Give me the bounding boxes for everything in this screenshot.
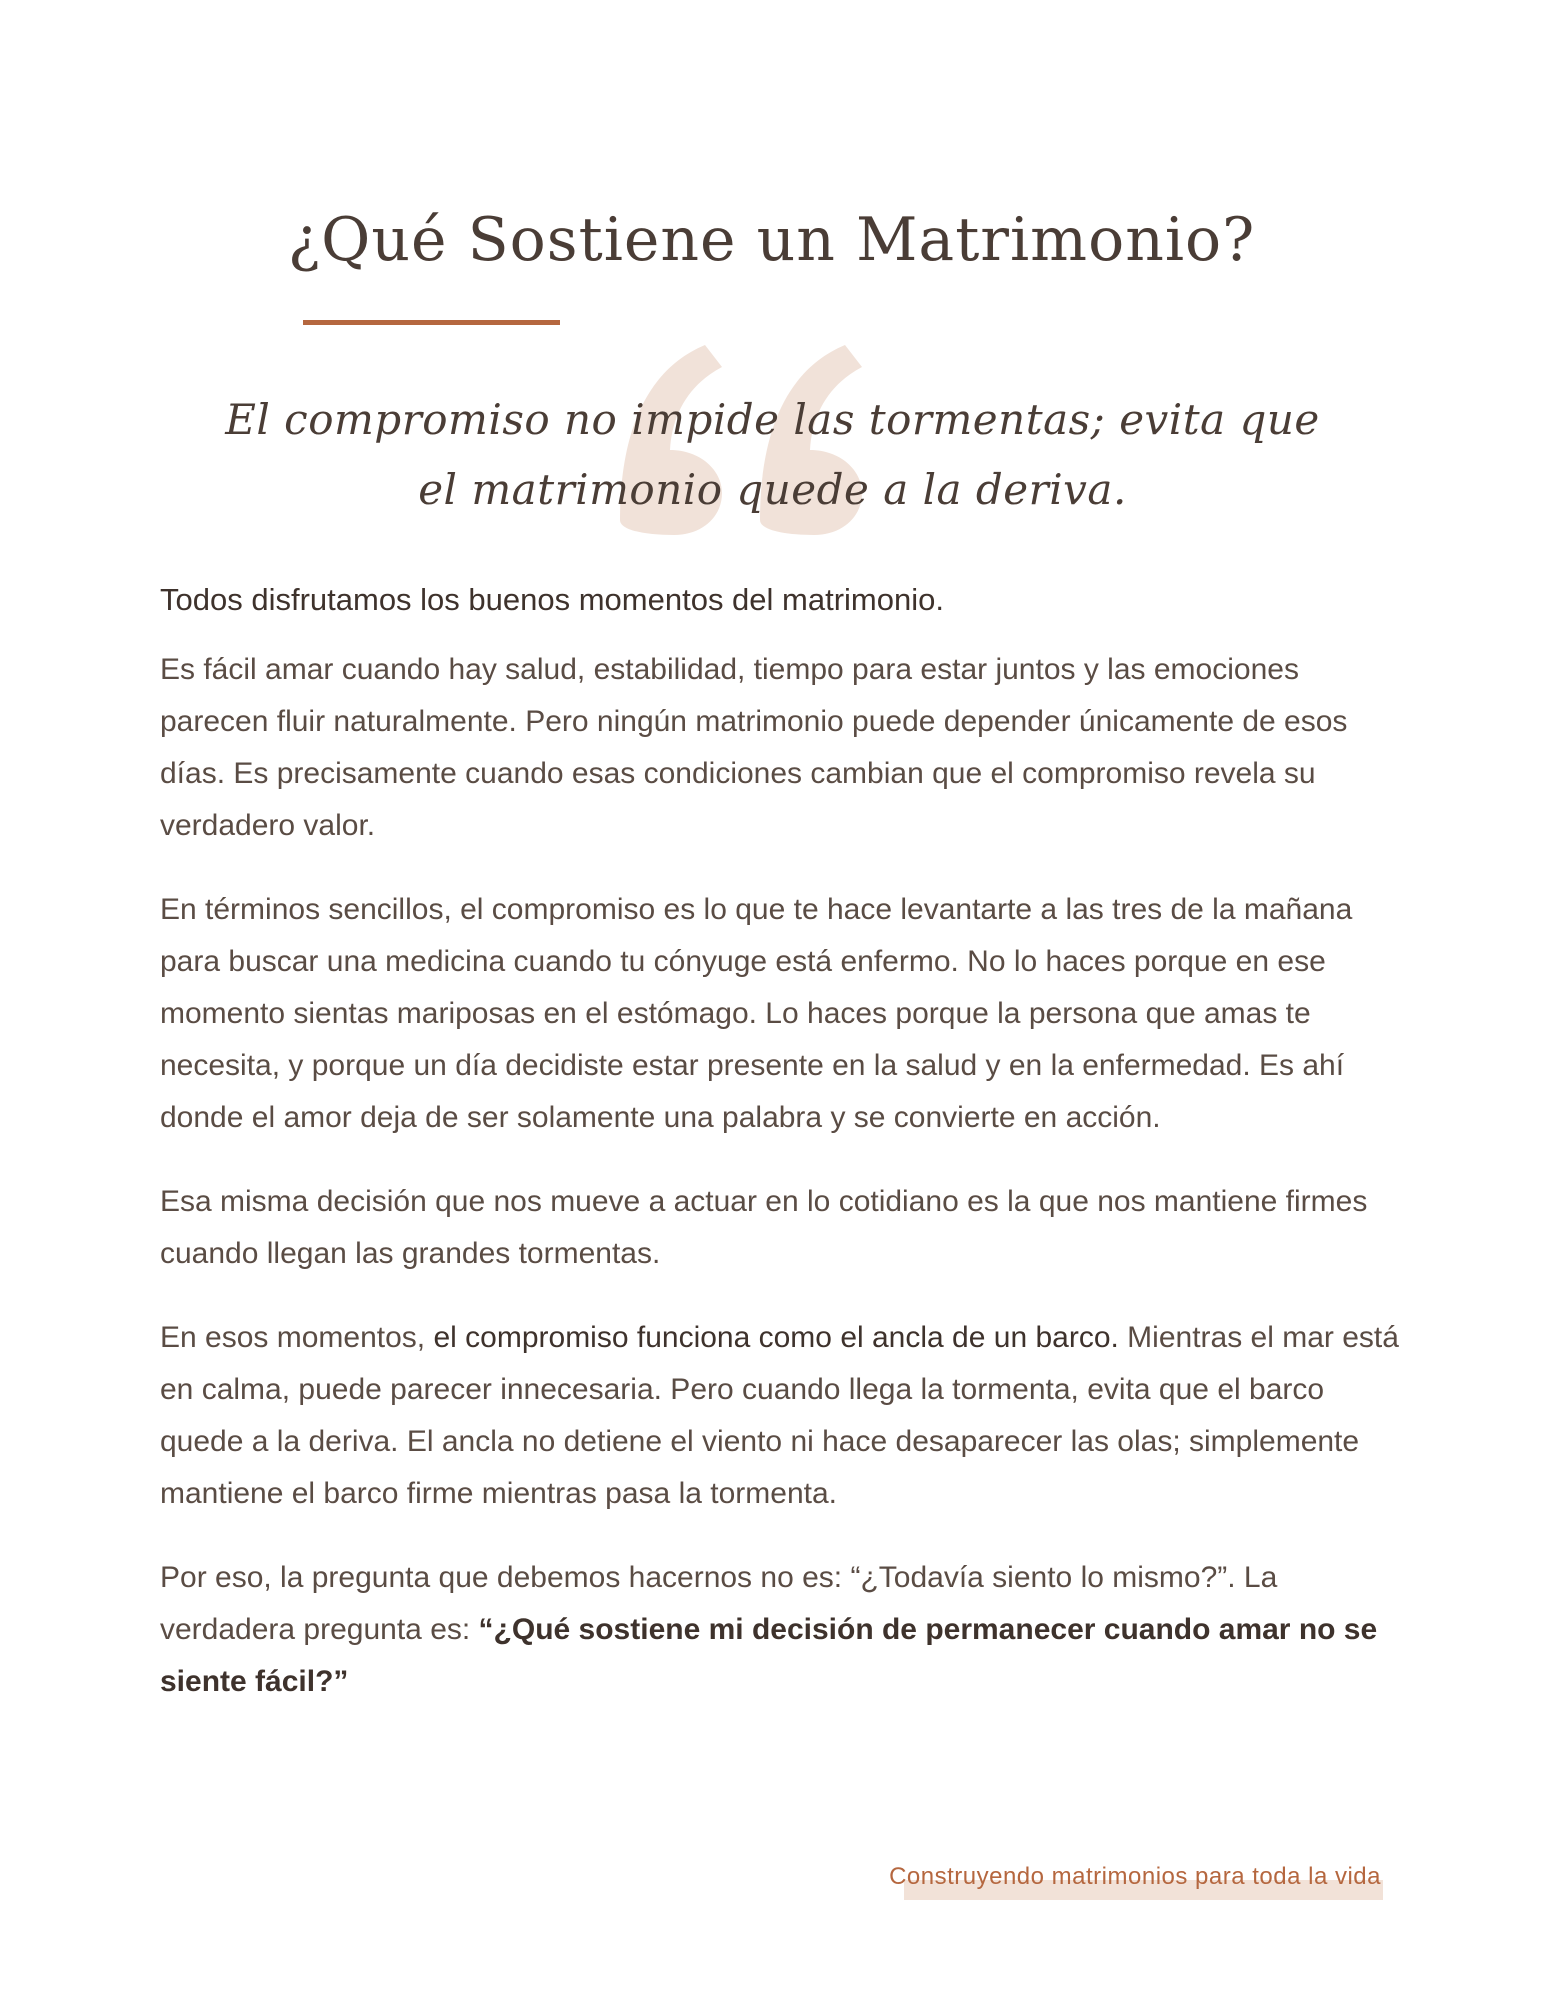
paragraph-2: En términos sencillos, el compromiso es lo que te hace levantarte a las tres de la mañana para buscar una medicina cuando tu cónyuge está enfermo. No lo haces porque en ese momento sientas mariposas en el estómago. Lo haces porque la persona que amas te necesita, y porque un día decidiste estar presente en la salud y en la enfermedad. Es ahí donde el amor deja de ser solamente una palabra y se convierte en acción. — [160, 893, 1353, 1134]
paragraph-4-intro: En esos momentos, — [160, 1321, 434, 1354]
title-underline — [303, 320, 560, 325]
footer-tagline — [889, 1862, 1381, 1902]
paragraph-5-intro: Por eso, la pregunta que debemos hacernos no es: “¿Todavía siento lo mismo?”. La verdadera pregunta es: — [160, 1561, 1278, 1646]
page-title: ¿Qué Sostiene un Matrimonio? — [288, 205, 1256, 275]
paragraph-4-emphasis: el compromiso funciona como el ancla de un barco. — [433, 1321, 1119, 1354]
paragraph-4-rest: Mientras el mar está en calma, puede parecer innecesaria. Pero cuando llega la tormenta, evita que el barco quede a la deriva. El ancla no detiene el viento ni hace desaparecer las olas; simplemente mantiene el barco firme mientras pasa la tormenta. — [160, 1321, 1399, 1510]
pull-quote: El compromiso no impide las tormentas; evita que el matrimonio quede a la deriva. — [225, 395, 1320, 514]
paragraph-1: Es fácil amar cuando hay salud, estabilidad, tiempo para estar juntos y las emociones parecen fluir naturalmente. Pero ningún matrimonio puede depender únicamente de esos días. Es precisamente cuando esas condiciones cambian que el compromiso revela su verdadero valor. — [160, 653, 1348, 842]
article-body — [160, 574, 1400, 1740]
lead-paragraph: Todos disfrutamos los buenos momentos del matrimonio. — [160, 582, 944, 617]
paragraph-3: Esa misma decisión que nos mueve a actuar en lo cotidiano es la que nos mantiene firmes cuando llegan las grandes tormentas. — [160, 1185, 1368, 1270]
paragraph-4 — [160, 1312, 1400, 1520]
paragraph-5-question: “¿Qué sostiene mi decisión de permanecer cuando amar no se siente fácil?” — [160, 1613, 1378, 1698]
footer-tagline-text: Construyendo matrimonios para toda la vida — [889, 1863, 1381, 1890]
paragraph-5 — [160, 1552, 1400, 1708]
